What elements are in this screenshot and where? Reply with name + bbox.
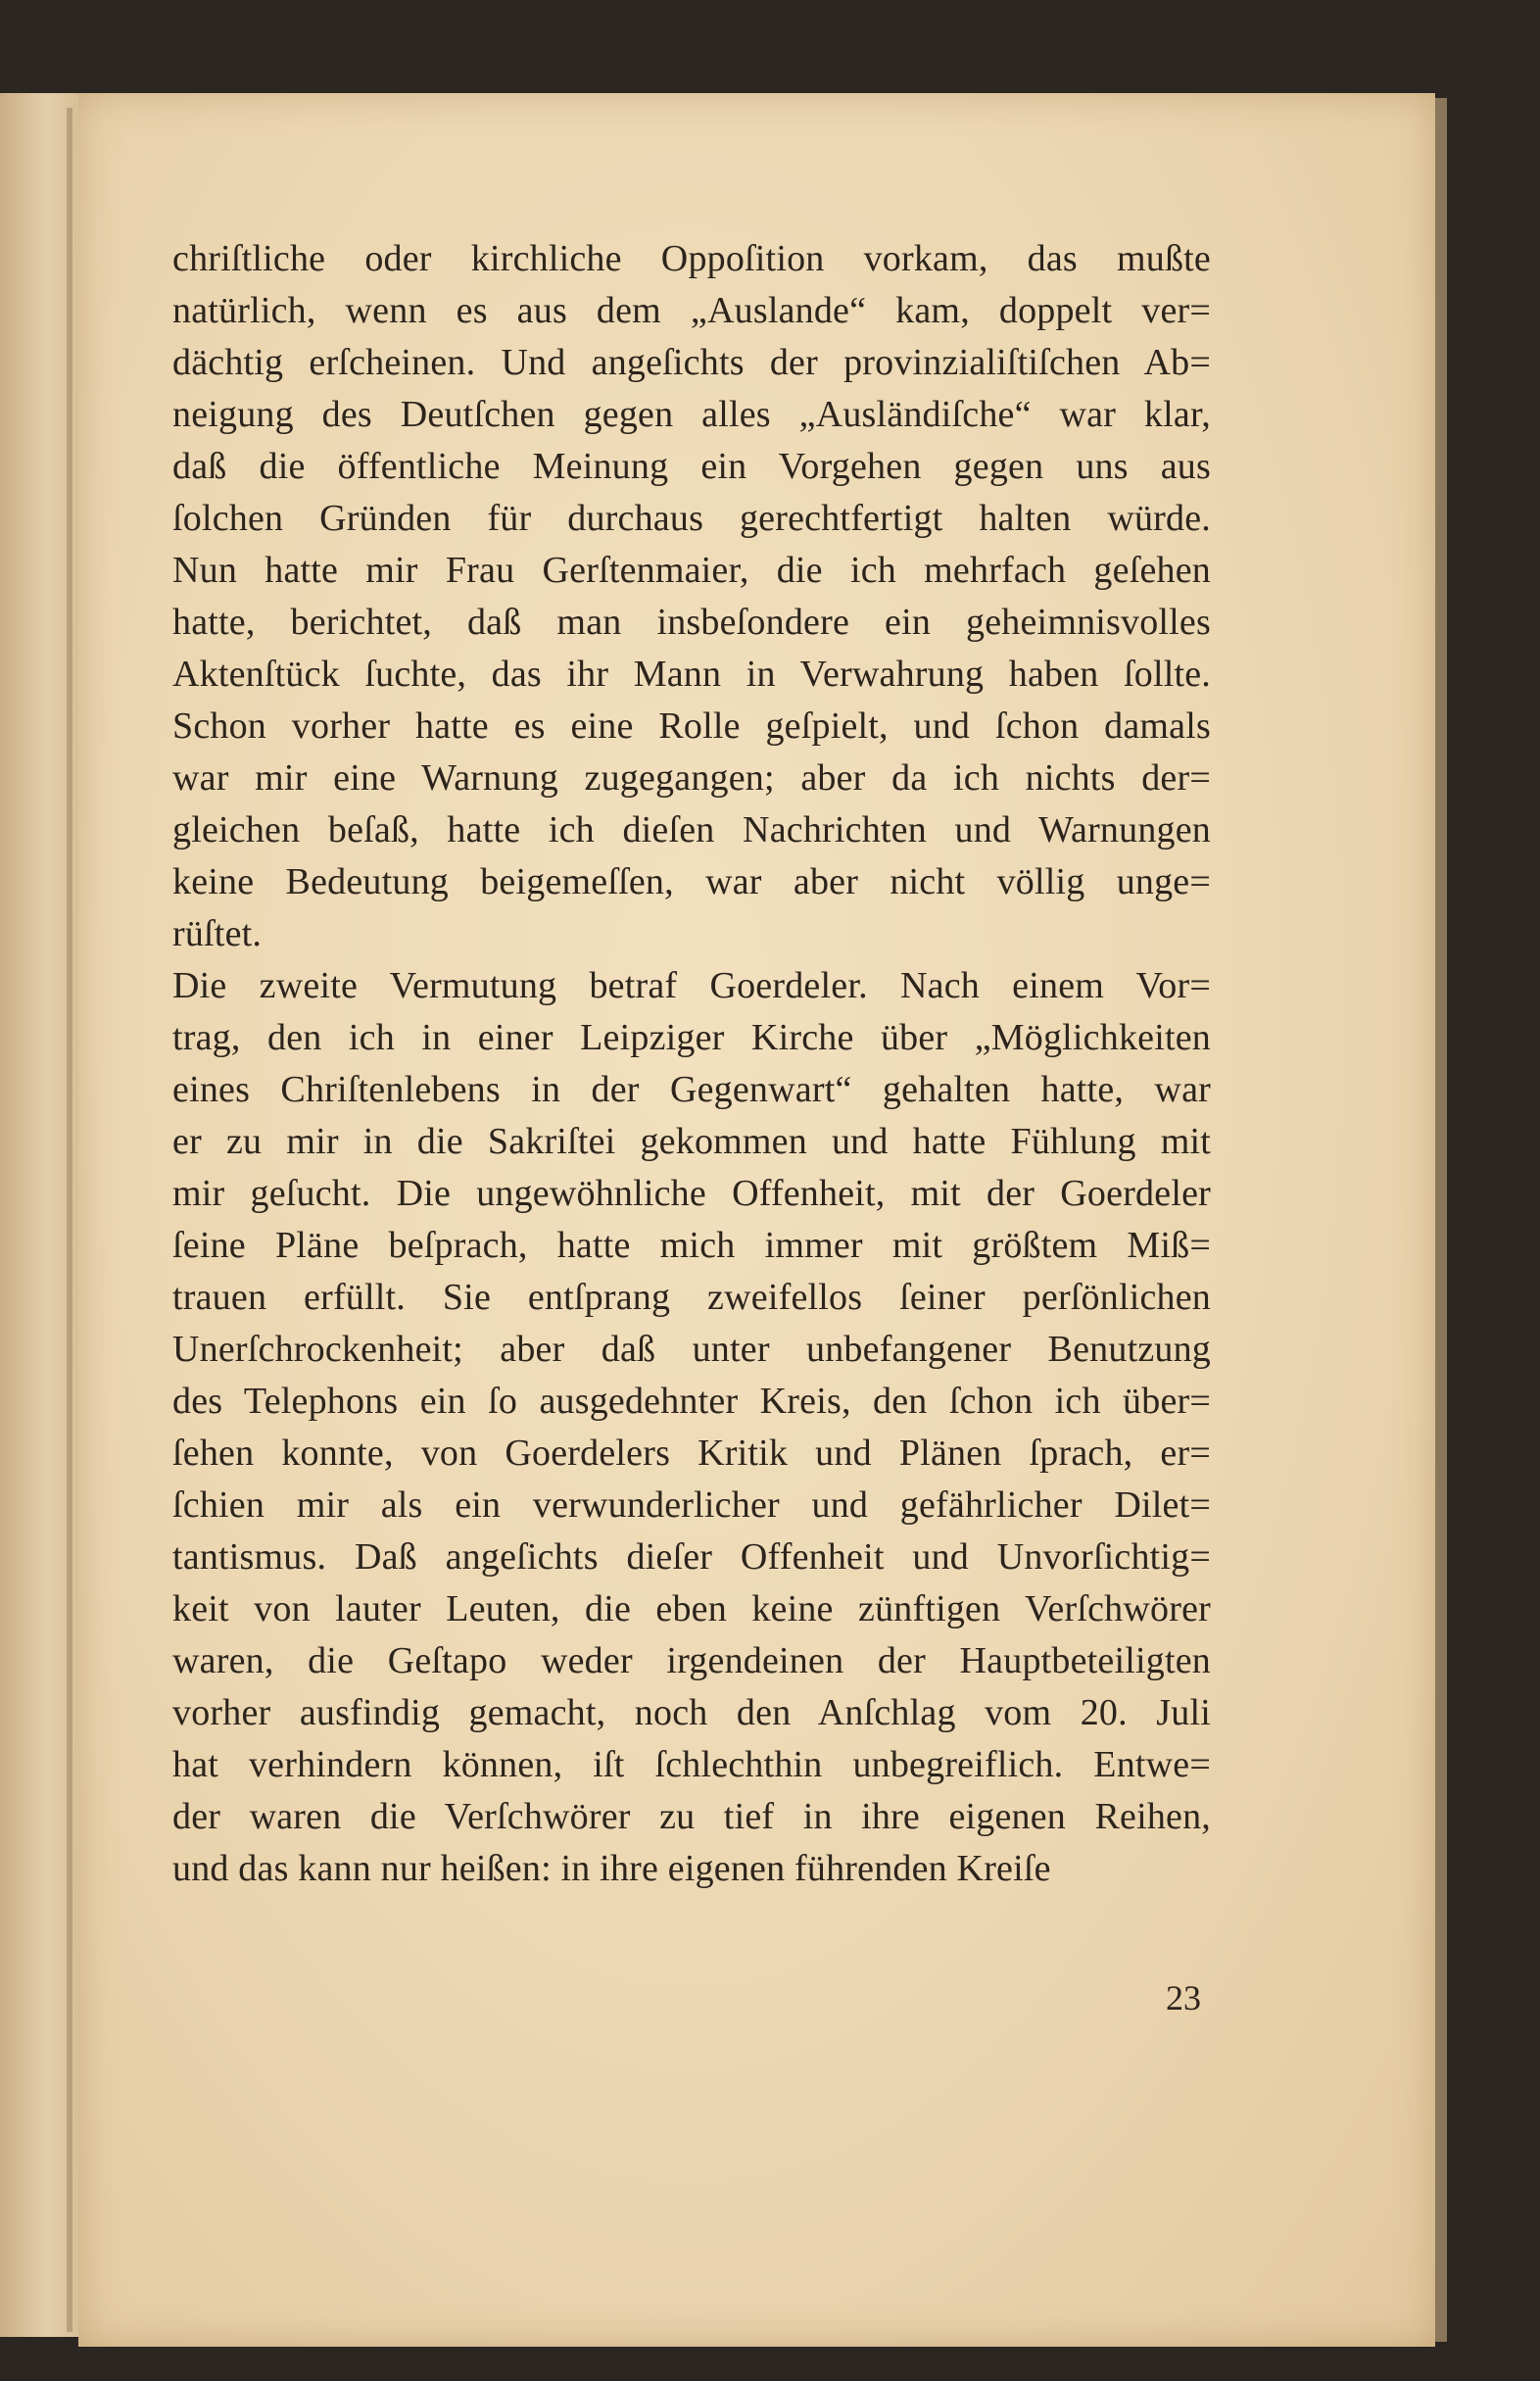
text-line: ſeine Pläne beſprach, hatte mich immer mit größtem Miß= (172, 1225, 1211, 1266)
text-line: ſolchen Gründen für durchaus gerechtfertigt halten würde. (172, 498, 1211, 539)
text-line: Aktenſtück ſuchte, das ihr Mann in Verwahrung haben ſollte. (172, 654, 1211, 695)
text-line: vorher ausfindig gemacht, noch den Anſchlag vom 20. Juli (172, 1692, 1211, 1733)
text-line: daß die öffentliche Meinung ein Vorgehen gegen uns aus (172, 446, 1211, 487)
text-line: chriſtliche oder kirchliche Oppoſition vorkam, das mußte (172, 238, 1211, 279)
text-line: trauen erfüllt. Sie entſprang zweifellos ſeiner perſönlichen (172, 1277, 1211, 1318)
text-line: des Telephons ein ſo ausgedehnter Kreis, den ſchon ich über= (172, 1381, 1211, 1422)
text-line: hatte, berichtet, daß man insbeſondere ein geheimnisvolles (172, 602, 1211, 643)
text-line: ſchien mir als ein verwunderlicher und gefährlicher Dilet= (172, 1484, 1211, 1526)
page-number: 23 (1166, 1978, 1201, 2017)
text-line: war mir eine Warnung zugegangen; aber da ich nichts der= (172, 757, 1211, 799)
text-line: natürlich, wenn es aus dem „Auslande“ kam, doppelt ver= (172, 290, 1211, 331)
text-line: trag, den ich in einer Leipziger Kirche über „Möglichkeiten (172, 1017, 1211, 1058)
text-line: er zu mir in die Sakriſtei gekommen und hatte Fühlung mit (172, 1121, 1211, 1162)
body-text (172, 233, 1211, 1895)
text-line: neigung des Deutſchen gegen alles „Ausländiſche“ war klar, (172, 394, 1211, 435)
text-line: ſehen konnte, von Goerdelers Kritik und Plänen ſprach, er= (172, 1433, 1211, 1474)
page-right-edge (1435, 98, 1447, 2342)
text-line: keit von lauter Leuten, die eben keine zünftigen Verſchwörer (172, 1588, 1211, 1629)
text-line: hat verhindern können, iſt ſchlechthin unbegreiflich. Entwe= (172, 1744, 1211, 1785)
text-line: Die zweite Vermutung betraf Goerdeler. Nach einem Vor= (172, 965, 1211, 1006)
text-line: tantismus. Daß angeſichts dieſer Offenheit und Unvorſichtig= (172, 1536, 1211, 1578)
text-line: gleichen beſaß, hatte ich dieſen Nachrichten und Warnungen (172, 809, 1211, 850)
text-line: keine Bedeutung beigemeſſen, war aber nicht völlig unge= (172, 861, 1211, 902)
text-line: waren, die Geſtapo weder irgendeinen der Hauptbeteiligten (172, 1640, 1211, 1681)
text-line: rüſtet. (172, 913, 263, 954)
text-line: der waren die Verſchwörer zu tief in ihre eigenen Reihen, (172, 1796, 1211, 1837)
text-line: eines Chriſtenlebens in der Gegenwart“ gehalten hatte, war (172, 1069, 1211, 1110)
text-line: Schon vorher hatte es eine Rolle geſpielt, und ſchon damals (172, 705, 1211, 747)
book-gutter (67, 108, 72, 2332)
text-line: dächtig erſcheinen. Und angeſichts der provinzialiſtiſchen Ab= (172, 342, 1211, 383)
text-line: Nun hatte mir Frau Gerſtenmaier, die ich mehrfach geſehen (172, 550, 1211, 591)
text-line: mir geſucht. Die ungewöhnliche Offenheit, mit der Goerdeler (172, 1173, 1211, 1214)
text-line: Unerſchrockenheit; aber daß unter unbefangener Benutzung (172, 1329, 1211, 1370)
text-line: und das kann nur heißen: in ihre eigenen führenden Kreiſe (172, 1848, 1051, 1889)
